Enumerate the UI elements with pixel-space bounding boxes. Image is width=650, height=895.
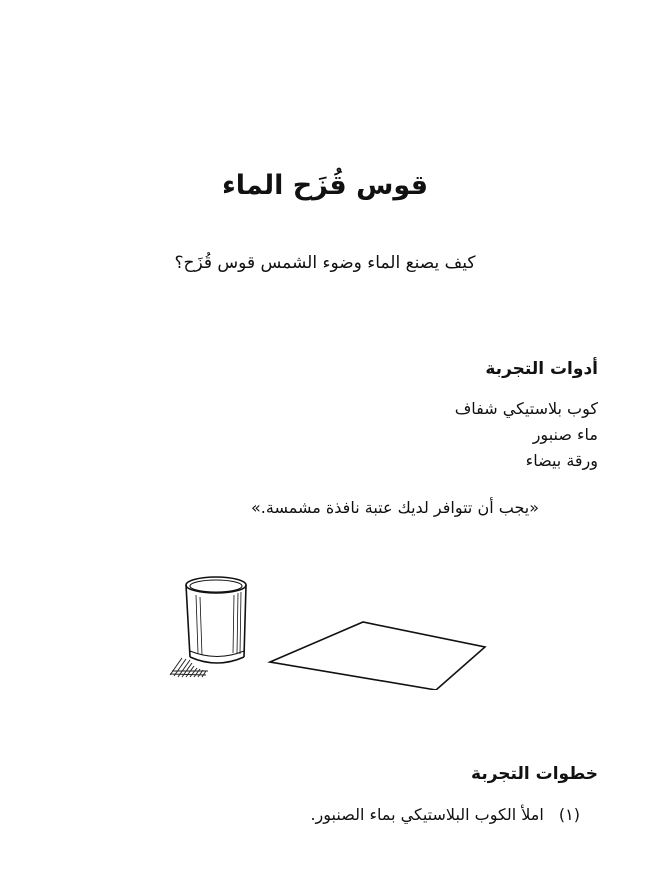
materials-list xyxy=(455,396,598,474)
page-title: قوس قُزَح الماء xyxy=(221,170,429,201)
steps-list xyxy=(310,802,580,828)
step-number: (١) xyxy=(558,805,580,824)
paper-sheet-icon xyxy=(270,622,485,690)
materials-heading: أدوات التجربة xyxy=(485,359,598,379)
steps-heading: خطوات التجربة xyxy=(471,764,598,784)
material-item: كوب بلاستيكي شفاف xyxy=(454,399,598,418)
experiment-question: كيف يصنع الماء وضوء الشمس قوس قُزَح؟ xyxy=(174,253,476,273)
step-text: املأ الكوب البلاستيكي بماء الصنبور. xyxy=(310,805,544,824)
window-note: «يجب أن تتوافر لديك عتبة نافذة مشمسة.» xyxy=(250,498,540,517)
material-item: ورقة بيضاء xyxy=(525,451,598,470)
material-item: ماء صنبور xyxy=(532,425,598,444)
glass-and-paper-illustration xyxy=(160,565,500,690)
glass-icon xyxy=(186,577,246,663)
step-item xyxy=(310,802,580,828)
